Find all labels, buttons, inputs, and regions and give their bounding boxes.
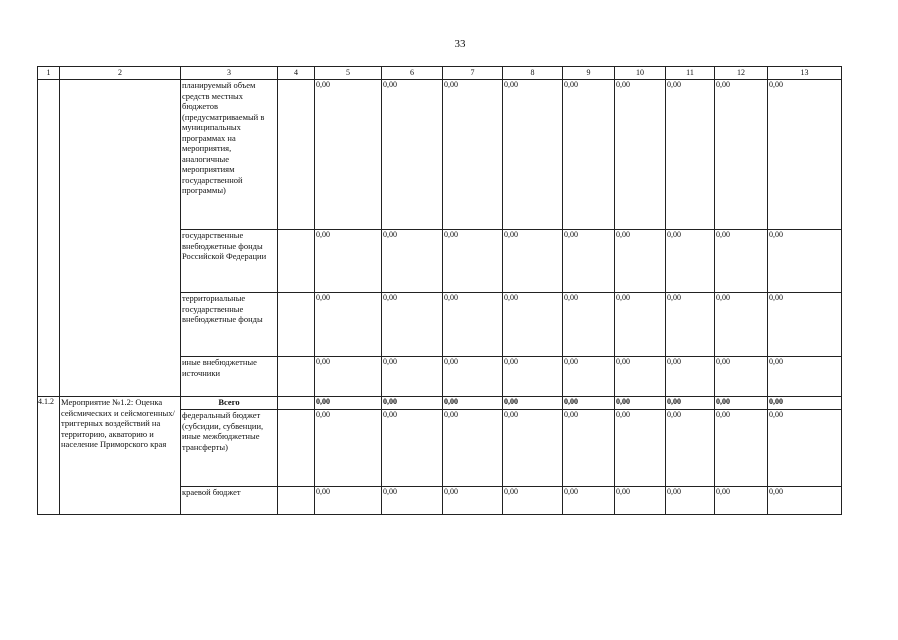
- value-cell: 0,00: [666, 230, 715, 293]
- value-cell: 0,00: [615, 487, 666, 515]
- value-cell: 0,00: [315, 410, 382, 487]
- value-cell: 0,00: [563, 397, 615, 410]
- value-cell: 0,00: [563, 410, 615, 487]
- column-header: 8: [503, 67, 563, 80]
- funding-source: иные внебюджетные источники: [181, 357, 278, 397]
- value-cell: 0,00: [768, 397, 842, 410]
- value-cell: 0,00: [315, 293, 382, 357]
- column-header: 6: [382, 67, 443, 80]
- funding-source: краевой бюджет: [181, 487, 278, 515]
- column-header: 11: [666, 67, 715, 80]
- page-number: 33: [454, 38, 466, 50]
- value-cell: 0,00: [315, 230, 382, 293]
- funding-source: территориальные государственные внебюджетные фонды: [181, 293, 278, 357]
- funding-source: федеральный бюджет (субсидии, субвенции, иные межбюджетные трансферты): [181, 410, 278, 487]
- value-cell: 0,00: [715, 293, 768, 357]
- value-cell: 0,00: [503, 293, 563, 357]
- funding-source-total: Всего: [181, 397, 278, 410]
- value-cell: 0,00: [443, 357, 503, 397]
- column-header: 12: [715, 67, 768, 80]
- value-cell: 0,00: [715, 487, 768, 515]
- value-cell: 0,00: [443, 410, 503, 487]
- measure-name-cell: [60, 80, 181, 397]
- value-cell: 0,00: [382, 80, 443, 230]
- value-cell: 0,00: [615, 230, 666, 293]
- value-cell: 0,00: [666, 80, 715, 230]
- funding-source: планируемый объем средств местных бюджетов (предусматриваемый в муниципальных программах на мероприятия, аналогичные мероприятиям государственной программы): [181, 80, 278, 230]
- measure-number-cell: [38, 80, 60, 397]
- value-cell: 0,00: [315, 80, 382, 230]
- value-cell: 0,00: [563, 230, 615, 293]
- header-row: [38, 67, 842, 80]
- value-cell: 0,00: [443, 80, 503, 230]
- column-header: 5: [315, 67, 382, 80]
- value-cell: 0,00: [382, 293, 443, 357]
- value-cell: 0,00: [615, 293, 666, 357]
- value-cell: 0,00: [503, 410, 563, 487]
- value-cell: 0,00: [443, 397, 503, 410]
- value-cell: 0,00: [503, 357, 563, 397]
- value-cell: 0,00: [615, 397, 666, 410]
- table-row: [38, 80, 842, 230]
- value-cell: 0,00: [315, 357, 382, 397]
- column-header: 1: [38, 67, 60, 80]
- table-row: [38, 397, 842, 410]
- empty-cell: [278, 80, 315, 230]
- value-cell: 0,00: [666, 410, 715, 487]
- value-cell: 0,00: [382, 397, 443, 410]
- value-cell: 0,00: [382, 230, 443, 293]
- value-cell: 0,00: [715, 230, 768, 293]
- value-cell: 0,00: [563, 357, 615, 397]
- value-cell: 0,00: [768, 293, 842, 357]
- column-header: 7: [443, 67, 503, 80]
- empty-cell: [278, 397, 315, 410]
- value-cell: 0,00: [315, 487, 382, 515]
- funding-source: государственные внебюджетные фонды Российской Федерации: [181, 230, 278, 293]
- value-cell: 0,00: [666, 397, 715, 410]
- empty-cell: [278, 293, 315, 357]
- value-cell: 0,00: [768, 357, 842, 397]
- budget-table: [37, 66, 842, 515]
- column-header: 10: [615, 67, 666, 80]
- empty-cell: [278, 357, 315, 397]
- value-cell: 0,00: [563, 487, 615, 515]
- value-cell: 0,00: [615, 80, 666, 230]
- empty-cell: [278, 487, 315, 515]
- value-cell: 0,00: [563, 80, 615, 230]
- value-cell: 0,00: [503, 397, 563, 410]
- value-cell: 0,00: [503, 80, 563, 230]
- measure-number: 4.1.2: [38, 397, 60, 515]
- value-cell: 0,00: [503, 230, 563, 293]
- value-cell: 0,00: [382, 410, 443, 487]
- value-cell: 0,00: [382, 487, 443, 515]
- value-cell: 0,00: [443, 230, 503, 293]
- value-cell: 0,00: [768, 230, 842, 293]
- empty-cell: [278, 230, 315, 293]
- column-header: 4: [278, 67, 315, 80]
- value-cell: 0,00: [615, 357, 666, 397]
- value-cell: 0,00: [315, 397, 382, 410]
- value-cell: 0,00: [768, 410, 842, 487]
- value-cell: 0,00: [666, 293, 715, 357]
- value-cell: 0,00: [768, 487, 842, 515]
- value-cell: 0,00: [715, 357, 768, 397]
- value-cell: 0,00: [666, 487, 715, 515]
- value-cell: 0,00: [443, 487, 503, 515]
- column-header: 2: [60, 67, 181, 80]
- value-cell: 0,00: [715, 397, 768, 410]
- value-cell: 0,00: [715, 410, 768, 487]
- measure-name: Мероприятие №1.2: Оценка сейсмических и сейсмогенных/триггерных воздействий на территорию, акваторию и население Приморского края: [60, 397, 181, 515]
- column-header: 13: [768, 67, 842, 80]
- value-cell: 0,00: [382, 357, 443, 397]
- value-cell: 0,00: [503, 487, 563, 515]
- column-header: 3: [181, 67, 278, 80]
- column-header: 9: [563, 67, 615, 80]
- value-cell: 0,00: [768, 80, 842, 230]
- value-cell: 0,00: [563, 293, 615, 357]
- value-cell: 0,00: [715, 80, 768, 230]
- empty-cell: [278, 410, 315, 487]
- value-cell: 0,00: [615, 410, 666, 487]
- value-cell: 0,00: [443, 293, 503, 357]
- value-cell: 0,00: [666, 357, 715, 397]
